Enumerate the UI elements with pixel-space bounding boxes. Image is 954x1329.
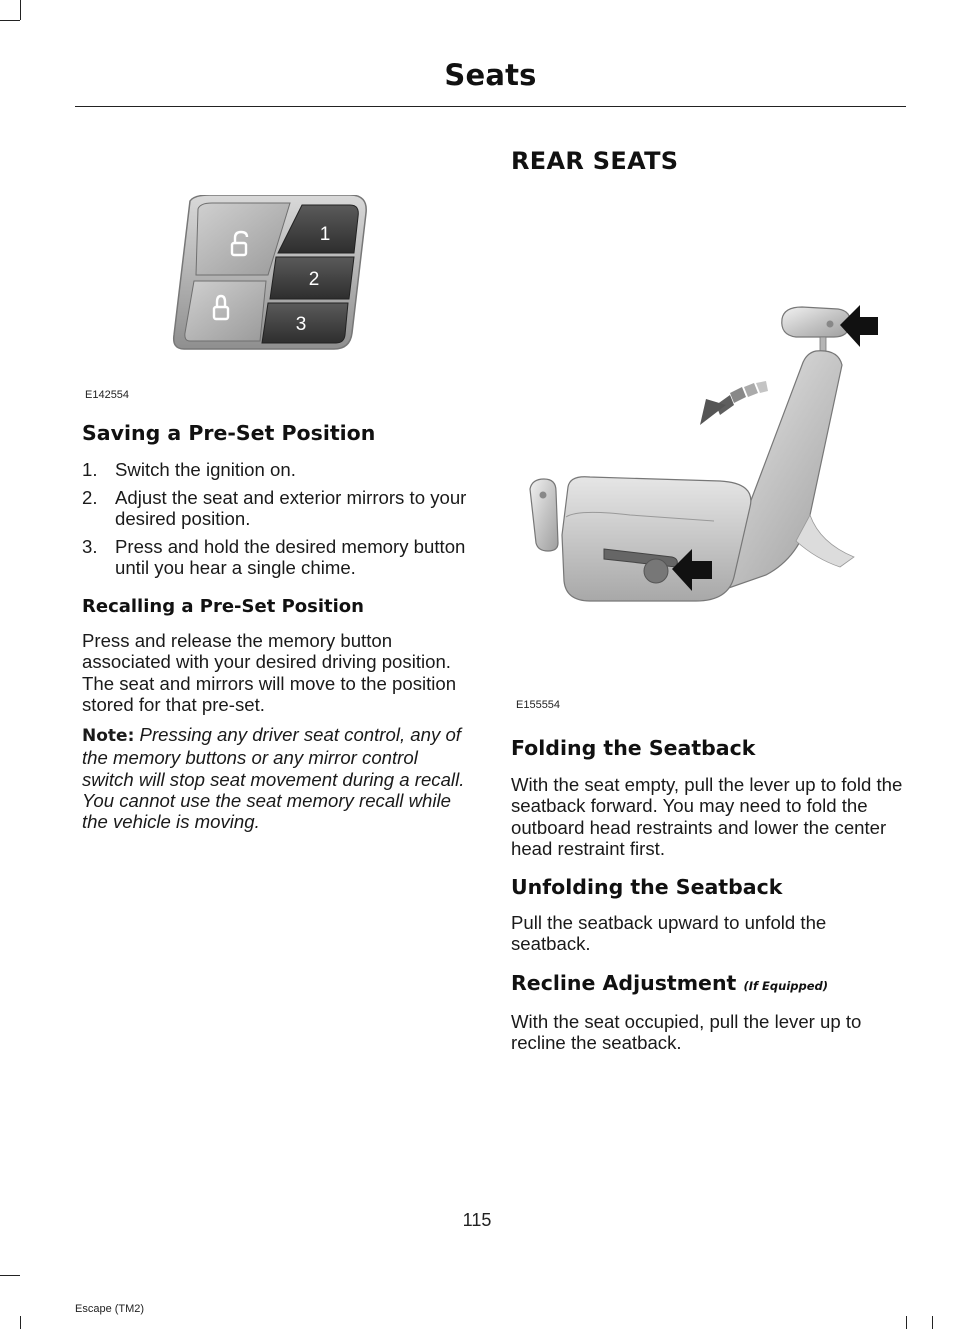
recalling-body: Press and release the memory button associated with your desired driving position. The seat and mirrors will move to the position stored for that pre-set. <box>82 630 457 715</box>
list-item <box>82 487 474 530</box>
list-item <box>82 459 474 480</box>
heading-recline-adjustment <box>511 971 828 995</box>
memory-button-2-label: 2 <box>308 269 320 290</box>
step-number: 3. <box>82 535 98 557</box>
fold-direction-arrow <box>700 381 768 425</box>
list-item <box>82 536 474 579</box>
crop-mark-top-left-v <box>20 0 21 20</box>
footer-model-name: Escape (TM2) <box>75 1303 145 1315</box>
figure-code-memory-switch: E142554 <box>85 389 130 401</box>
page-number: 115 <box>462 1210 492 1230</box>
crop-mark-bottom-right-v2 <box>932 1316 933 1329</box>
figure-code-rear-seat: E155554 <box>516 699 561 711</box>
memory-seat-switch-illustration <box>170 195 370 355</box>
crop-mark-bottom-right-v1 <box>906 1316 907 1329</box>
heading-folding-seatback: Folding the Seatback <box>511 736 756 760</box>
recline-heading-text: Recline Adjustment <box>511 971 737 995</box>
page-title: Seats <box>444 58 537 92</box>
crop-mark-top-left-h <box>0 20 20 21</box>
rear-seat-folding-illustration <box>520 295 890 615</box>
recline-body: With the seat occupied, pull the lever up to recline the seatback. <box>511 1011 862 1054</box>
memory-button-3-label: 3 <box>295 314 307 335</box>
step-text: Switch the ignition on. <box>115 459 296 480</box>
step-text: Adjust the seat and exterior mirrors to your desired position. <box>115 486 467 530</box>
crop-mark-bottom-left-h <box>0 1275 20 1276</box>
unfolding-body: Pull the seatback upward to unfold the seatback. <box>511 912 827 955</box>
step-number: 1. <box>82 459 98 480</box>
step-text: Press and hold the desired memory button until you hear a single chime. <box>115 535 466 579</box>
headrest <box>782 307 850 337</box>
crop-mark-bottom-left-v <box>20 1316 21 1329</box>
note-label: Note: <box>82 726 135 746</box>
header-divider <box>75 106 906 107</box>
folding-body: With the seat empty, pull the lever up to fold the seatback forward. You may need to fold the outboard head restraints and lower the center head restraint first. <box>511 774 903 859</box>
heading-unfolding-seatback: Unfolding the Seatback <box>511 875 783 899</box>
section-title-rear-seats: REAR SEATS <box>511 147 679 175</box>
note-text: Pressing any driver seat control, any of the memory buttons or any mirror control switch will stop seat movement during a recall. You cannot use the seat memory recall while the vehicle is moving. <box>82 724 465 833</box>
note-paragraph <box>82 724 474 832</box>
saving-steps-list <box>82 459 474 585</box>
heading-recalling-preset: Recalling a Pre-Set Position <box>82 596 364 617</box>
heading-saving-preset: Saving a Pre-Set Position <box>82 421 376 445</box>
step-number: 2. <box>82 486 98 508</box>
recline-qualifier: (If Equipped) <box>743 979 829 993</box>
memory-button-1-label: 1 <box>319 224 331 245</box>
